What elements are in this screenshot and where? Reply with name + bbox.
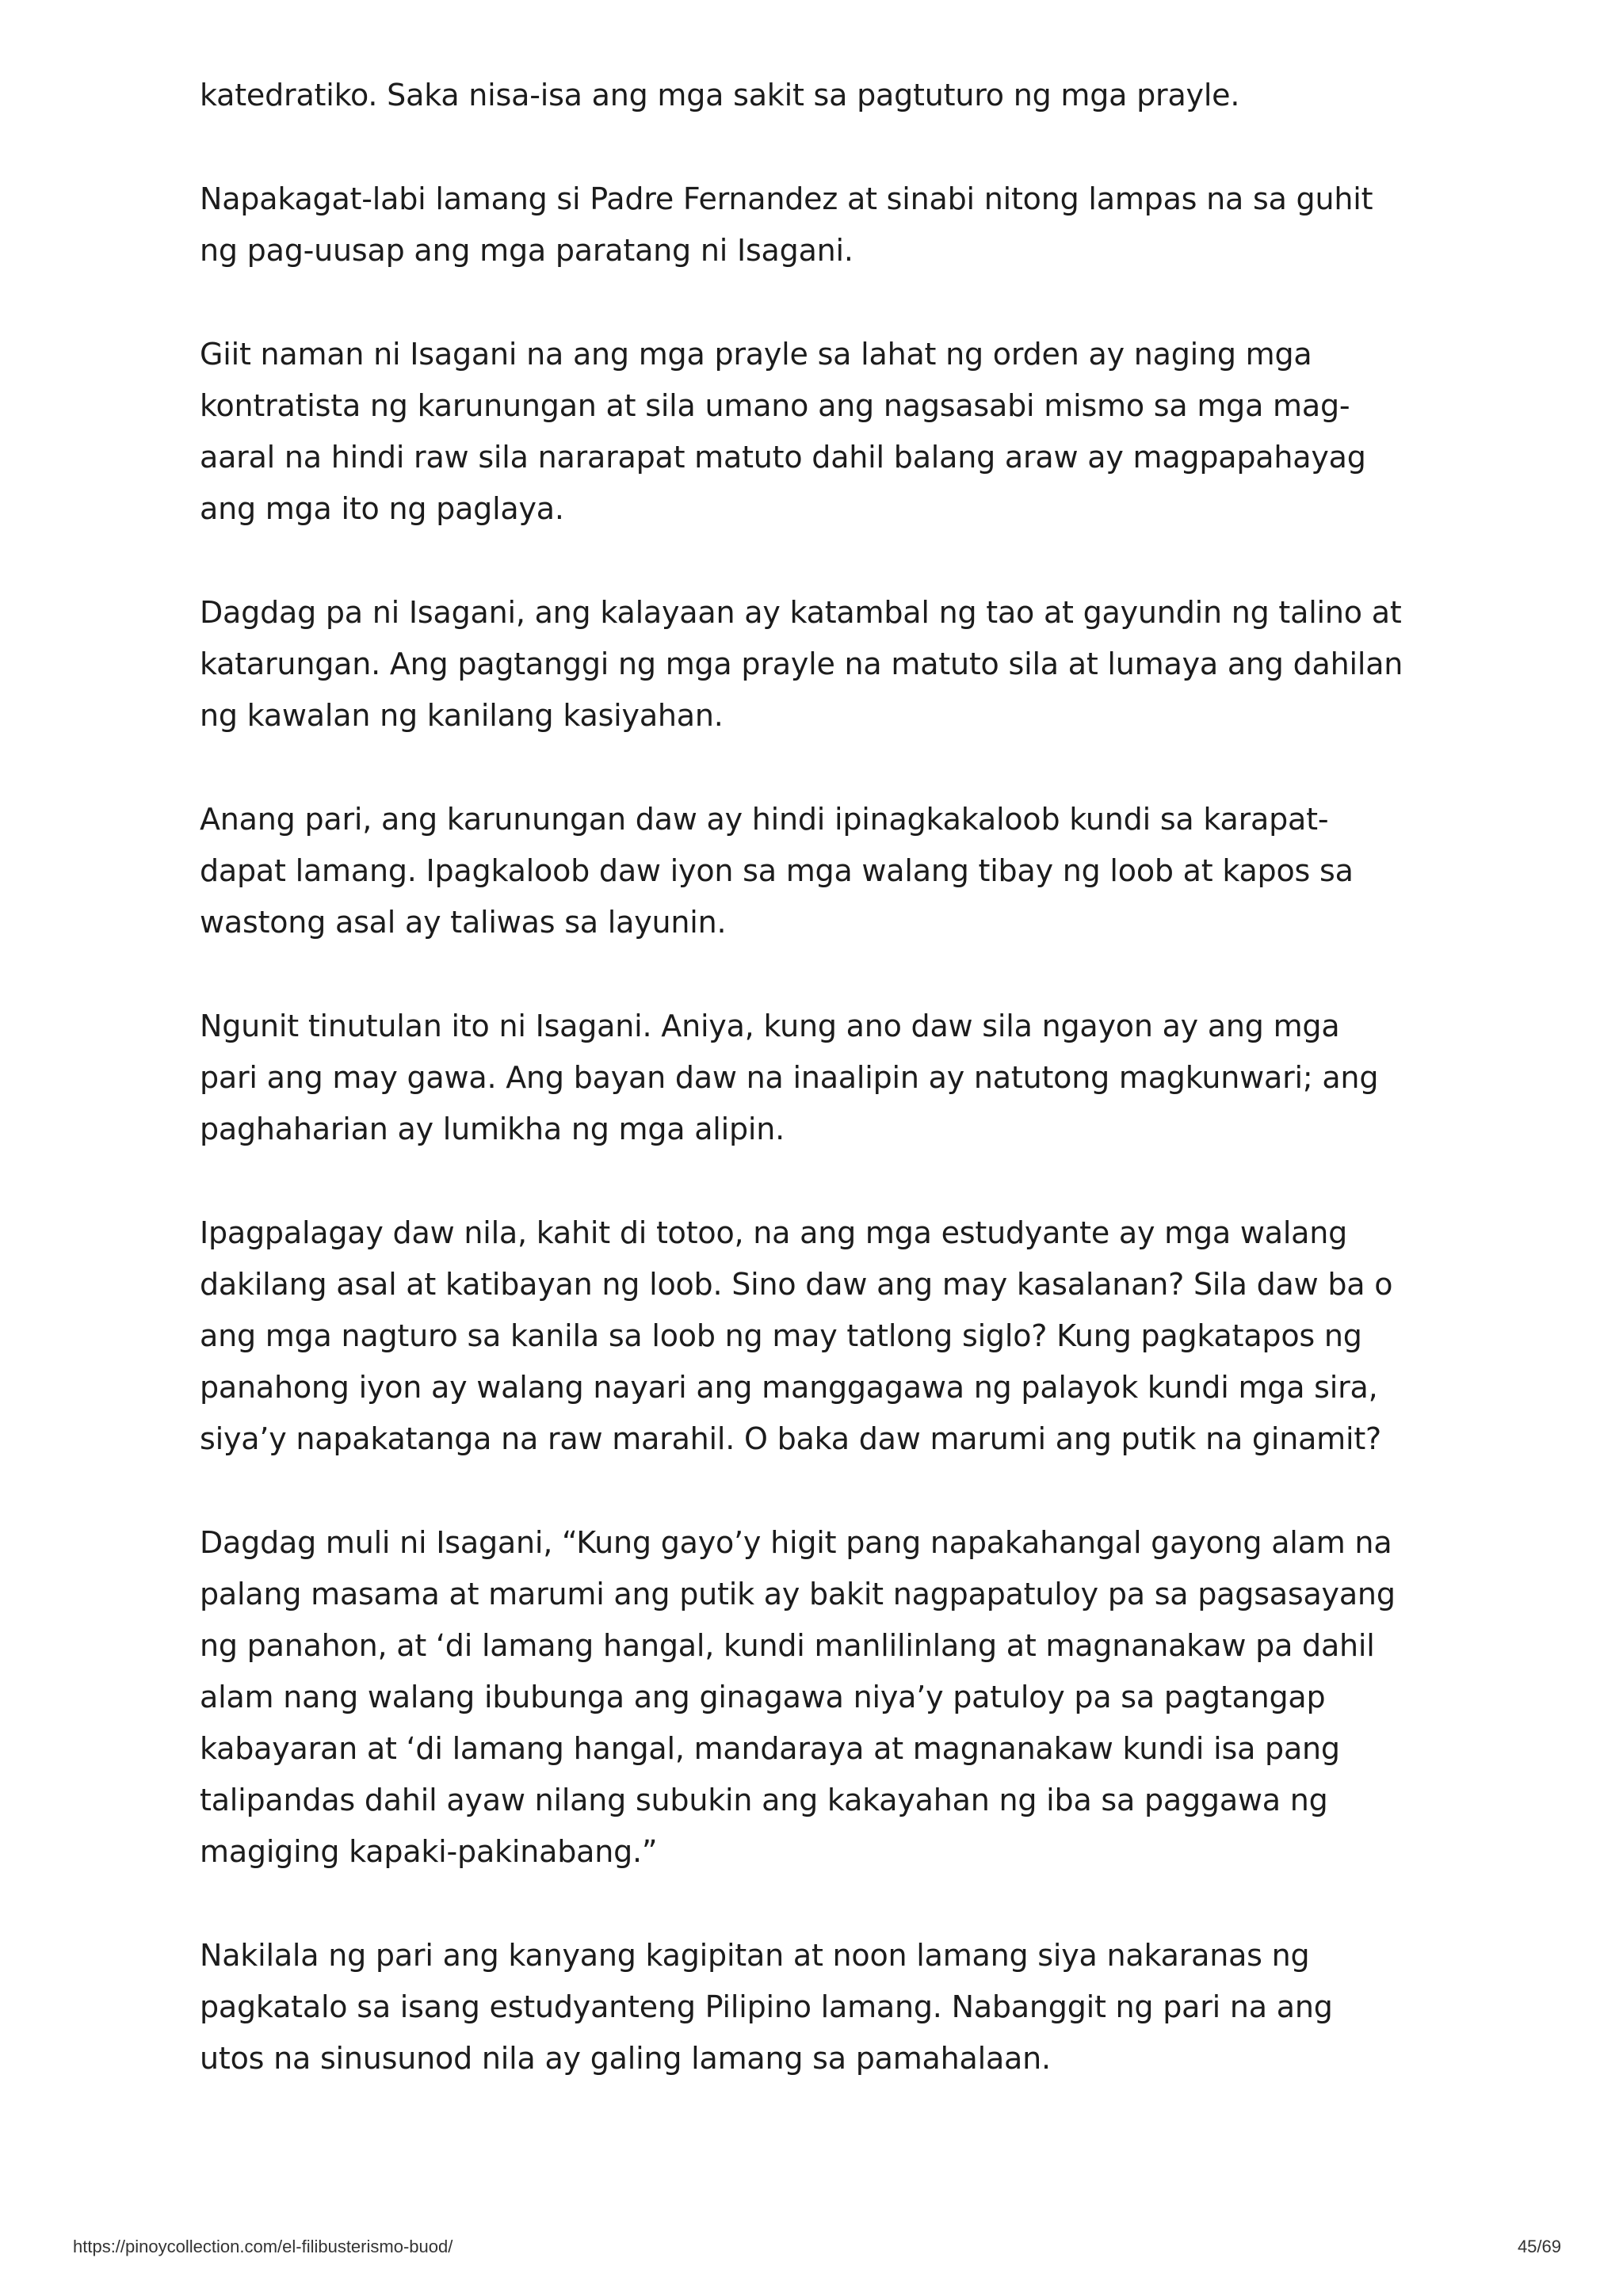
paragraph-3: Giit naman ni Isagani na ang mga prayle sa lahat ng orden ay naging mga kontratista ng karunungan at sila umano ang nagsasabi mismo sa mga mag- aaral na hindi raw sila nararapat matuto dahil balang araw ay magpapahayag ang mga ito ng paglaya. (200, 337, 1366, 526)
footer-url: https://pinoycollection.com/el-filibusterismo-buod/ (73, 2237, 453, 2256)
paragraph-5: Anang pari, ang karunungan daw ay hindi ipinagkakaloob kundi sa karapat- dapat lamang. Ipagkaloob daw iyon sa mga walang tibay ng loob at kapos sa wastong asal ay taliwas sa layunin. (200, 802, 1354, 940)
paragraph-9: Nakilala ng pari ang kanyang kagipitan at noon lamang siya nakaranas ng pagkatalo sa isang estudyanteng Pilipino lamang. Nabanggit ng pari na ang utos na sinusunod nila ay galing lamang sa pamahalaan. (200, 1938, 1333, 2076)
paragraph-2: Napakagat-labi lamang si Padre Fernandez at sinabi nitong lampas na sa guhit ng pag-uusap ang mga paratang ni Isagani. (200, 181, 1373, 268)
paragraph-6: Ngunit tinutulan ito ni Isagani. Aniya, kung ano daw sila ngayon ay ang mga pari ang may gawa. Ang bayan daw na inaalipin ay natutong magkunwari; ang paghaharian ay lumikha ng mga alipin. (200, 1009, 1379, 1146)
paragraph-1: katedratiko. Saka nisa-isa ang mga sakit sa pagtuturo ng mga prayle. (200, 78, 1240, 113)
article-body (200, 70, 1452, 2137)
paragraph-4: Dagdag pa ni Isagani, ang kalayaan ay katambal ng tao at gayundin ng talino at katarungan. Ang pagtanggi ng mga prayle na matuto sila at lumaya ang dahilan ng kawalan ng kanilang kasiyahan. (200, 595, 1403, 733)
page-number: 45/69 (1517, 2237, 1561, 2256)
paragraph-8: Dagdag muli ni Isagani, “Kung gayo’y higit pang napakahangal gayong alam na palang masama at marumi ang putik ay bakit nagpapatuloy pa sa pagsasayang ng panahon, at ‘di lamang hangal, kundi manlilinlang at magnanakaw pa dahil alam nang walang ibubunga ang ginagawa niya’y patuloy pa sa pagtangap kabayaran at ‘di lamang hangal, mandaraya at magnanakaw kundi isa pang talipandas dahil ayaw nilang subukin ang kakayahan ng iba sa paggawa ng magiging kapaki-pakinabang.” (200, 1525, 1396, 1869)
paragraph-7: Ipagpalagay daw nila, kahit di totoo, na ang mga estudyante ay mga walang dakilang asal at katibayan ng loob. Sino daw ang may kasalanan? Sila daw ba o ang mga nagturo sa kanila sa loob ng may tatlong siglo? Kung pagkatapos ng panahong iyon ay walang nayari ang manggagawa ng palayok kundi mga sira, siya’y napakatanga na raw marahil. O baka daw marumi ang putik na ginamit? (200, 1215, 1393, 1456)
